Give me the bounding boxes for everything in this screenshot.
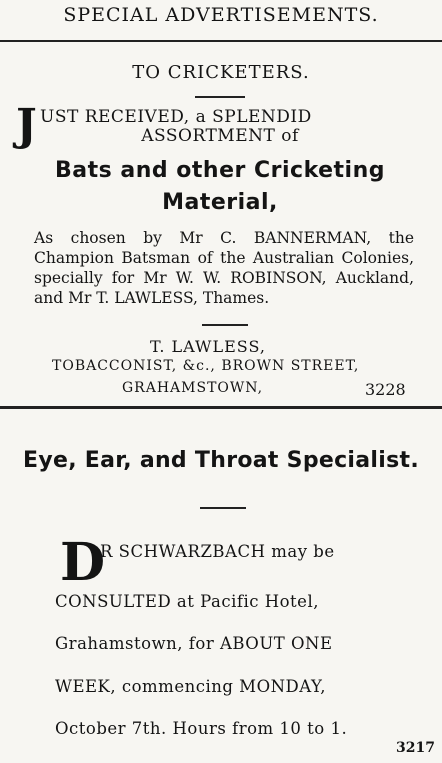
ad1-intro-line2: ASSORTMENT of <box>141 126 299 146</box>
ad2-line3: Grahamstown, for ABOUT ONE <box>55 634 333 653</box>
ad2-headline: Eye, Ear, and Throat Specialist. <box>23 448 419 473</box>
ad1-body: As chosen by Mr C. BANNERMAN, the Champion Batsman of the Australian Colonies, specially for Mr W. W. ROBINSON, Auckland, and Mr T. LAWLESS, Thames. <box>34 229 414 307</box>
ad-title-cricketers: TO CRICKETERS. <box>132 62 310 83</box>
ad2-line5: October 7th. Hours from 10 to 1. <box>55 719 348 738</box>
header-divider <box>0 40 442 42</box>
ad1-headline-1: Bats and other Cricketing <box>54 158 386 183</box>
ad2-line1: R SCHWARZBACH may be <box>100 542 335 561</box>
ad1-intro-line1: UST RECEIVED, a SPLENDID <box>40 107 312 127</box>
ad1-intro <box>16 100 410 151</box>
section-header: SPECIAL ADVERTISEMENTS. <box>63 4 379 26</box>
ad1-signature-line2: TOBACCONIST, &c., BROWN STREET, <box>52 358 360 374</box>
ad2-line2: CONSULTED at Pacific Hotel, <box>55 592 319 611</box>
short-rule <box>200 507 246 509</box>
ad1-number: 3228 <box>365 380 406 399</box>
short-rule <box>195 96 245 98</box>
dropcap-j: J <box>16 100 38 151</box>
ad2-number: 3217 <box>396 740 435 756</box>
short-rule <box>202 324 248 326</box>
ad2-line4: WEEK, commencing MONDAY, <box>55 677 327 696</box>
ad1-signature-line3: GRAHAMSTOWN, <box>122 380 264 396</box>
ad1-signature-name: T. LAWLESS, <box>150 337 266 356</box>
dropcap-d: D <box>60 532 106 593</box>
ad-divider <box>0 406 442 409</box>
ad1-headline-2: Material, <box>162 190 278 215</box>
